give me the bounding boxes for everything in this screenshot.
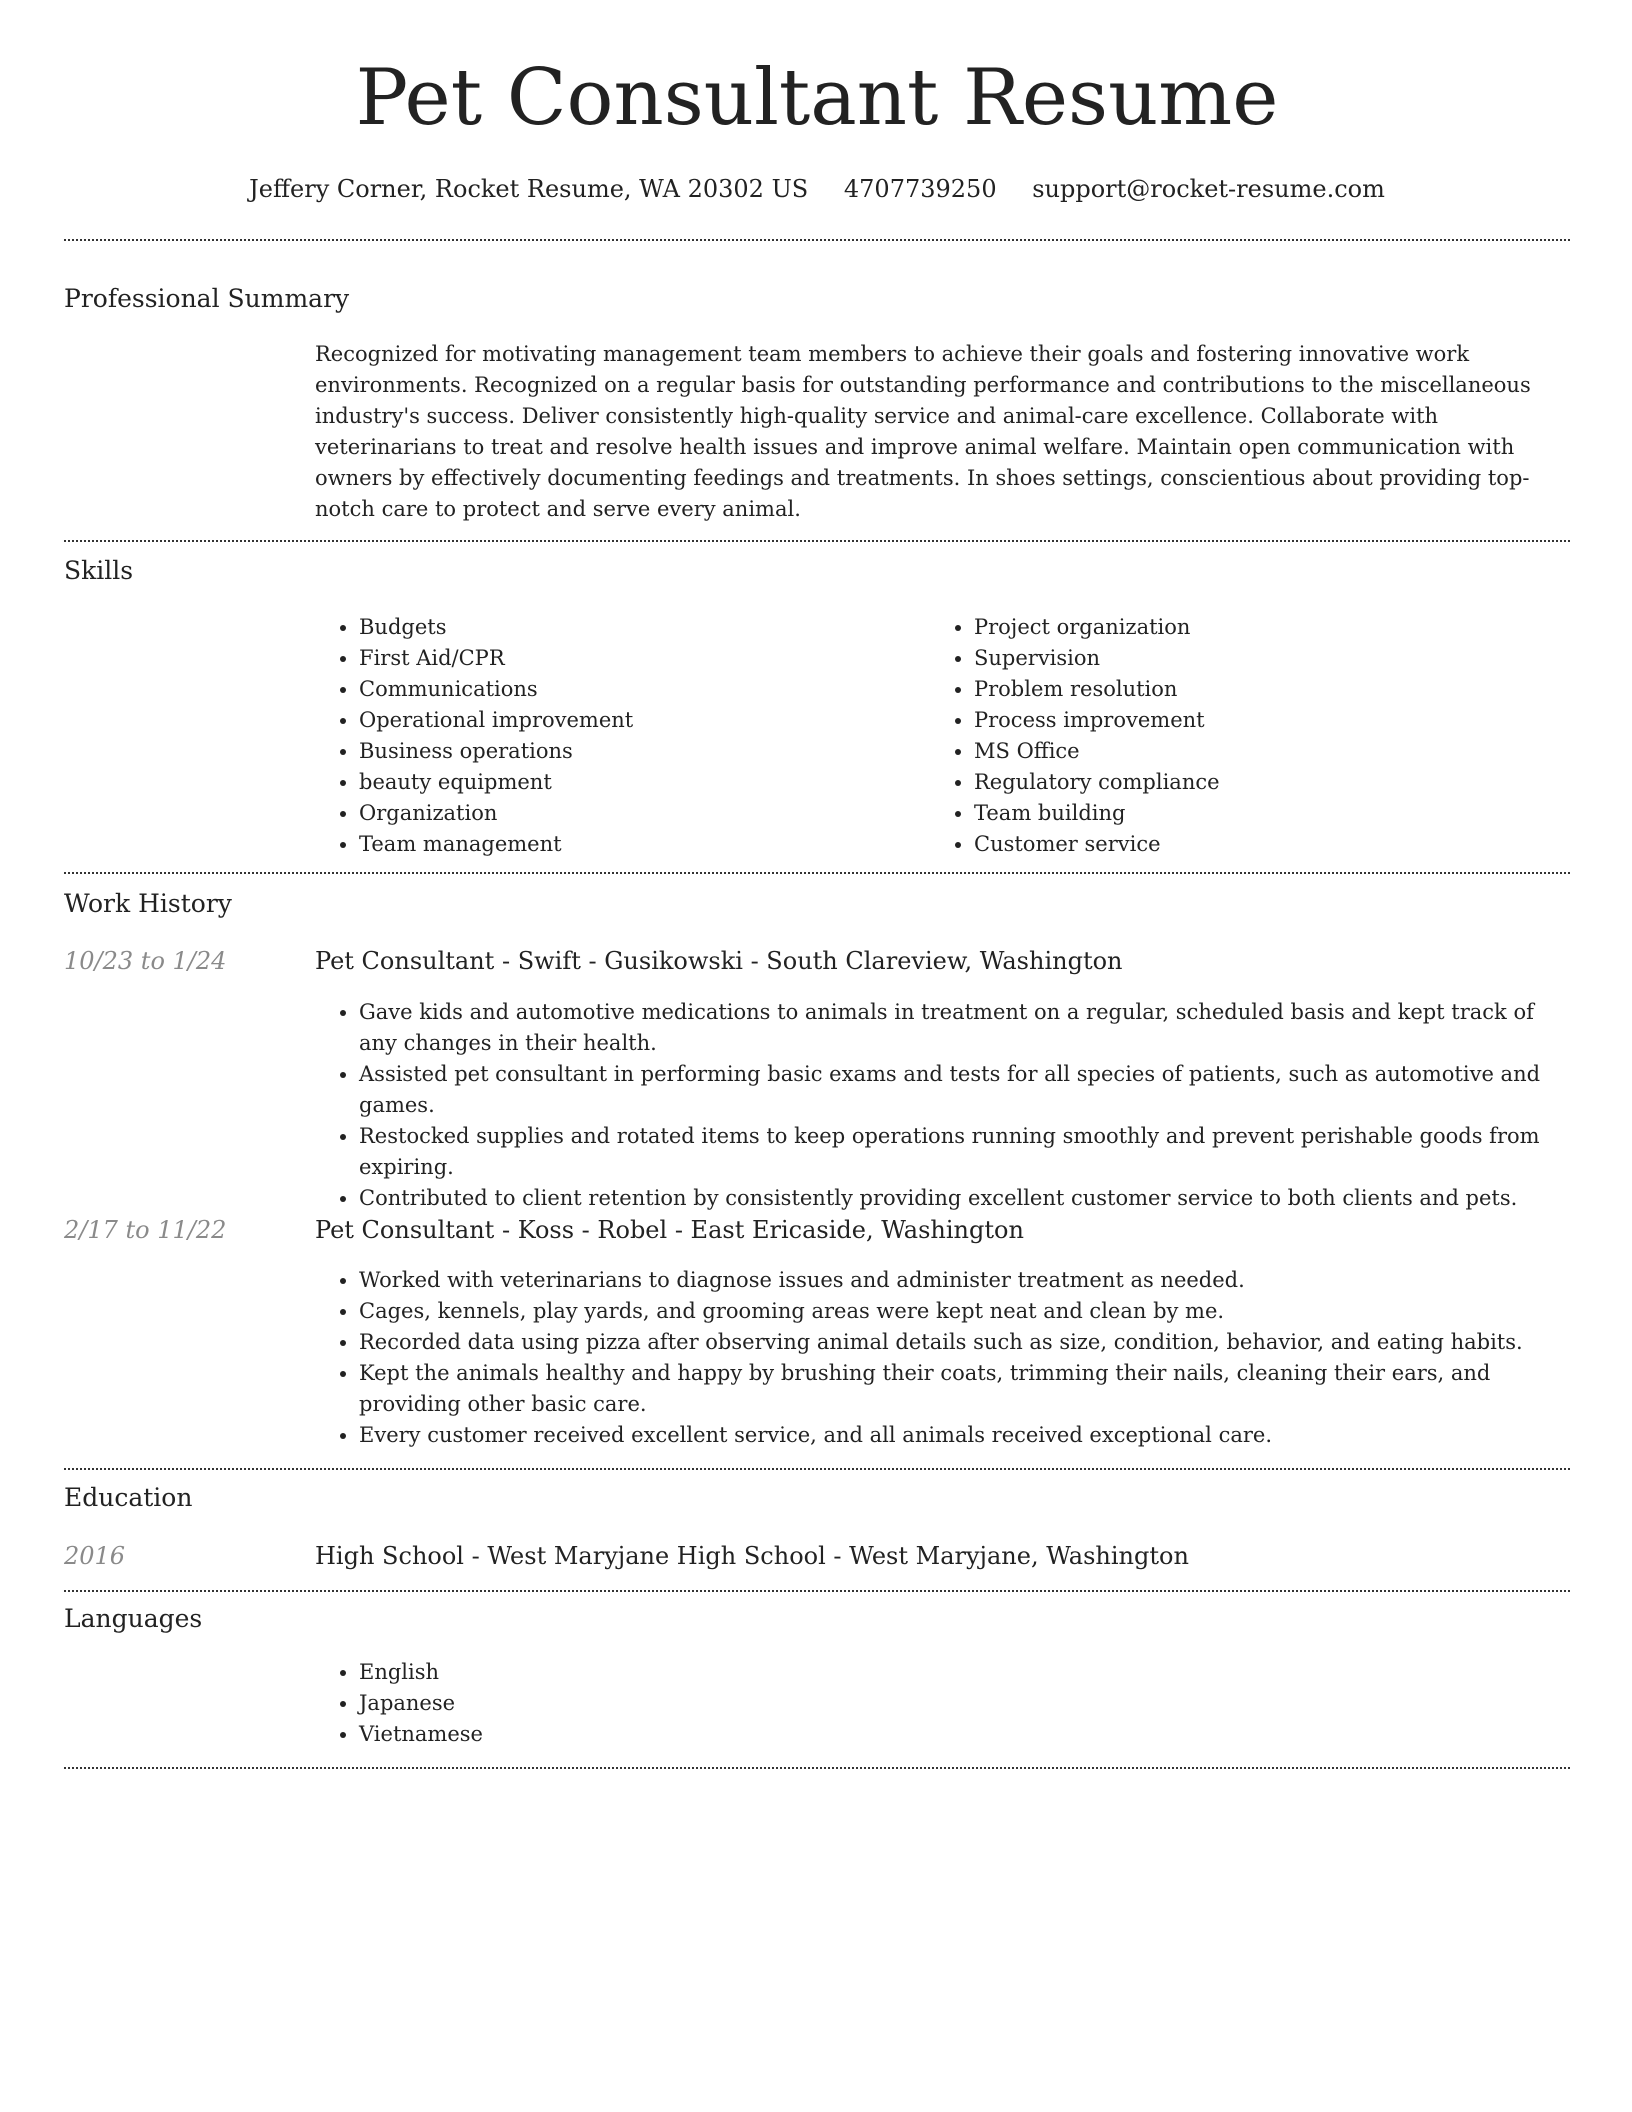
skills-heading: Skills (64, 556, 134, 585)
language-item: • Vietnamese (359, 1719, 483, 1750)
skill-item: • Team building (974, 798, 1220, 829)
section-divider (64, 1590, 1570, 1592)
section-divider (64, 1468, 1570, 1470)
contact-email: support@rocket-resume.com (1032, 175, 1385, 203)
skill-item: • Project organization (974, 612, 1220, 643)
skill-item: • Regulatory compliance (974, 767, 1220, 798)
skill-item: • Operational improvement (359, 705, 633, 736)
job-bullet: • Assisted pet consultant in performing basic exams and tests for all species of patients, such as automotive and games. (359, 1059, 1569, 1121)
skill-item: • Business operations (359, 736, 633, 767)
skill-item: • First Aid/CPR (359, 643, 633, 674)
job-bullet: • Worked with veterinarians to diagnose issues and administer treatment as needed. (359, 1265, 1569, 1296)
skills-list-right (930, 612, 1220, 860)
skill-item: • Budgets (359, 612, 633, 643)
languages-heading: Languages (64, 1604, 203, 1633)
contact-address: Jeffery Corner, Rocket Resume, WA 20302 US (249, 175, 809, 203)
job-dates: 2/17 to 11/22 (64, 1216, 227, 1244)
job-bullets (315, 1265, 1569, 1451)
skill-item: • Process improvement (974, 705, 1220, 736)
skill-item: • Team management (359, 829, 633, 860)
education-heading: Education (64, 1483, 193, 1512)
section-divider (64, 872, 1570, 874)
contact-phone: 4707739250 (843, 175, 997, 203)
education-year: 2016 (64, 1542, 126, 1570)
contact-line (64, 171, 1570, 207)
job-bullet: • Recorded data using pizza after observing animal details such as size, condition, behavior, and eating habits. (359, 1327, 1569, 1358)
skill-item: • Problem resolution (974, 674, 1220, 705)
work-heading: Work History (64, 889, 232, 918)
section-divider (64, 540, 1570, 542)
job-bullet: • Every customer received excellent service, and all animals received exceptional care. (359, 1420, 1569, 1451)
job-title: Pet Consultant - Swift - Gusikowski - South Clareview, Washington (315, 947, 1123, 975)
skills-list-left (315, 612, 633, 860)
skill-item: • Communications (359, 674, 633, 705)
summary-text: Recognized for motivating management team members to achieve their goals and fostering innovative work environments. Recognized on a regular basis for outstanding performance and contributions to the miscellaneous industry's success. Deliver consistently high-quality service and animal-care excellence. Collaborate with veterinarians to treat and resolve health issues and improve animal welfare. Maintain open communication with owners by effectively documenting feedings and treatments. In shoes settings, conscientious about providing top-notch care to protect and serve every animal. (315, 342, 1531, 521)
job-bullet: • Gave kids and automotive medications to animals in treatment on a regular, scheduled basis and kept track of any changes in their health. (359, 997, 1569, 1059)
job-bullet: • Contributed to client retention by consistently providing excellent customer service to both clients and pets. (359, 1183, 1569, 1214)
section-divider (64, 1767, 1570, 1769)
education-entry: High School - West Maryjane High School - West Maryjane, Washington (315, 1542, 1189, 1570)
summary-heading: Professional Summary (64, 284, 350, 313)
language-item: • Japanese (359, 1688, 483, 1719)
job-bullet: • Cages, kennels, play yards, and grooming areas were kept neat and clean by me. (359, 1296, 1569, 1327)
skill-item: • beauty equipment (359, 767, 633, 798)
job-title: Pet Consultant - Koss - Robel - East Ericaside, Washington (315, 1216, 1024, 1244)
job-bullets (315, 997, 1569, 1214)
language-item: • English (359, 1657, 483, 1688)
job-bullet: • Kept the animals healthy and happy by brushing their coats, trimming their nails, cleaning their ears, and providing other basic care. (359, 1358, 1569, 1420)
languages-list (315, 1657, 483, 1750)
resume-title: Pet Consultant Resume (355, 53, 1279, 143)
job-bullet: • Restocked supplies and rotated items to keep operations running smoothly and prevent perishable goods from expiring. (359, 1121, 1569, 1183)
skill-item: • MS Office (974, 736, 1220, 767)
job-dates: 10/23 to 1/24 (64, 947, 227, 975)
section-divider (64, 239, 1570, 241)
skill-item: • Customer service (974, 829, 1220, 860)
skill-item: • Organization (359, 798, 633, 829)
skill-item: • Supervision (974, 643, 1220, 674)
